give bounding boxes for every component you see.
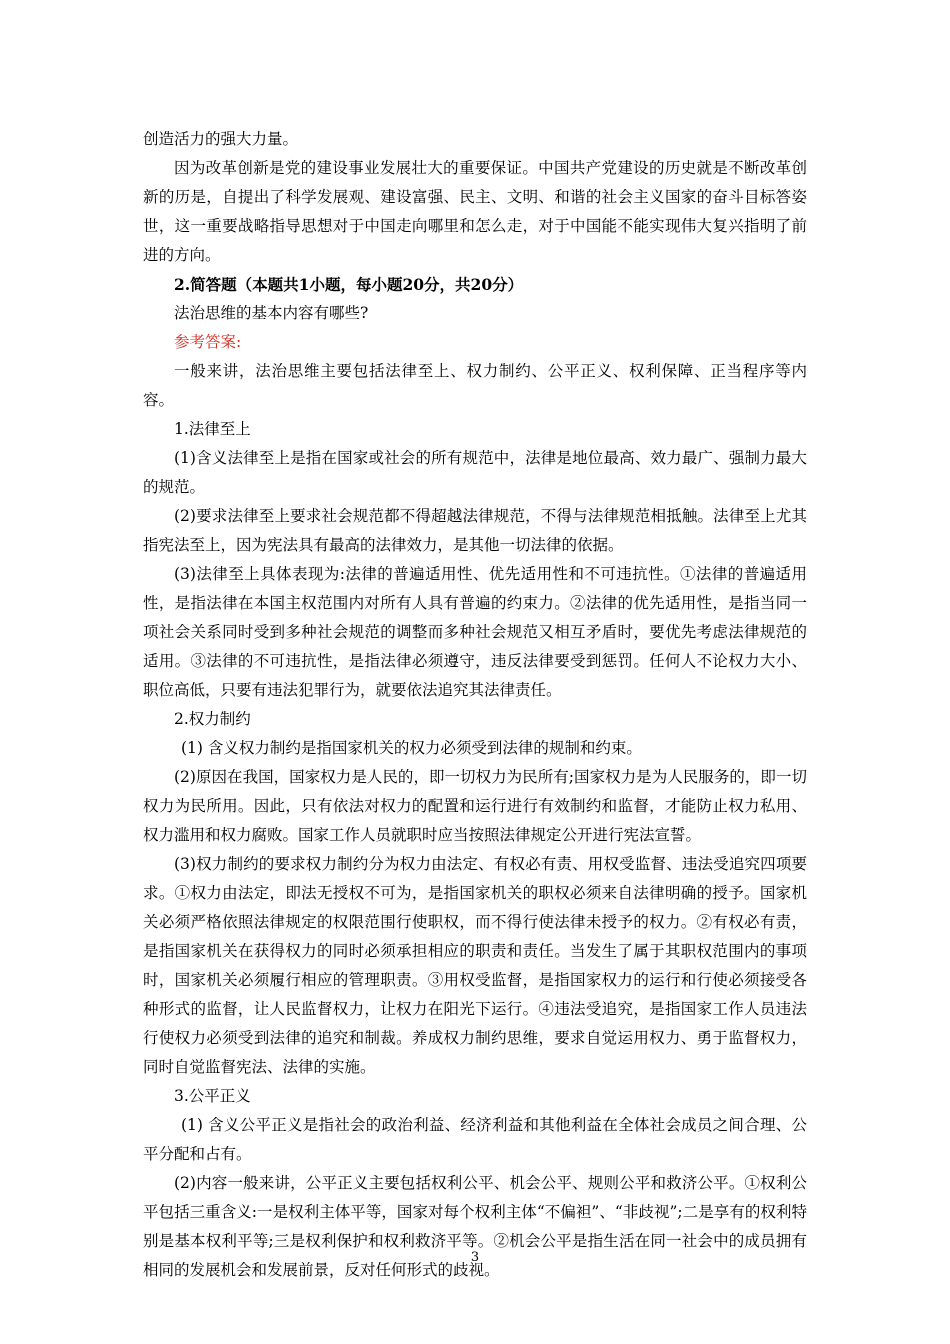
- page-number: 3: [470, 1250, 480, 1265]
- paragraph: 因为改革创新是党的建设事业发展壮大的重要保证。中国共产党建设的历史就是不断改革创新的历是，自提出了科学发展观、建设富强、民主、文明、和谐的社会主义国家的奋斗目标答姿世，这一重要战略指导思想对于中国走向哪里和怎么走，对于中国能不能实现伟大复兴指明了前进的方向。: [143, 159, 807, 264]
- paragraph: 一般来讲，法治思维主要包括法律至上、权力制约、公平正义、权利保障、正当程序等内容。: [143, 362, 807, 409]
- answer-label: 参考答案:: [174, 333, 242, 351]
- subheading: 1.法律至上: [174, 420, 251, 438]
- paragraph: (2)内容一般来讲，公平正义主要包括权利公平、机会公平、规则公平和救济公平。①权利公平包括三重含义:一是权利主体平等，国家对每个权利主体“不偏袒”、“非歧视”;二是享有的权利特别是基本权利平等;三是权利保护和权利救济平等。②机会公平是指生活在同一社会中的成员拥有相同的发展机会和发展前景，反对任何形式的歧视。: [143, 1174, 807, 1279]
- section-heading: 2.简答题（本题共1小题，每小题20分，共20分）: [174, 275, 524, 294]
- paragraph: (3)法律至上具体表现为:法律的普遍适用性、优先适用性和不可违抗性。①法律的普遍适用性，是指法律在本国主权范围内对所有人具有普遍的约束力。②法律的优先适用性，是指当同一项社会关系同时受到多种社会规范的调整而多种社会规范又相互矛盾时，要优先考虑法律规范的适用。③法律的不可违抗性，是指法律必须遵守，违反法律要受到惩罚。任何人不论权力大小、职位高低，只要有违法犯罪行为，就要依法追究其法律责任。: [143, 565, 807, 699]
- subheading: 2.权力制约: [174, 710, 251, 728]
- document-body: [143, 125, 807, 1285]
- paragraph: (1)含义法律至上是指在国家或社会的所有规范中，法律是地位最高、效力最广、强制力最大的规范。: [143, 449, 807, 496]
- paragraph: 创造活力的强大力量。: [143, 130, 299, 148]
- subheading: 3.公平正义: [174, 1087, 251, 1105]
- paragraph: (1) 含义权力制约是指国家机关的权力必须受到法律的规制和约束。: [181, 739, 642, 757]
- paragraph: (2)要求法律至上要求社会规范都不得超越法律规范，不得与法律规范相抵触。法律至上尤其指宪法至上，因为宪法具有最高的法律效力，是其他一切法律的依据。: [143, 507, 807, 554]
- paragraph: (3)权力制约的要求权力制约分为权力由法定、有权必有责、用权受监督、违法受追究四项要求。①权力由法定，即法无授权不可为，是指国家机关的职权必须来自法律明确的授予。国家机关必须严格依照法律规定的权限范围行使职权，而不得行使法律未授予的权力。②有权必有责，是指国家机关在获得权力的同时必须承担相应的职责和责任。当发生了属于其职权范围内的事项时，国家机关必须履行相应的管理职责。③用权受监督，是指国家权力的运行和行使必须接受各种形式的监督，让人民监督权力，让权力在阳光下运行。④违法受追究，是指国家工作人员违法行使权力必须受到法律的追究和制裁。养成权力制约思维，要求自觉运用权力、勇于监督权力，同时自觉监督宪法、法律的实施。: [143, 855, 807, 1076]
- paragraph: (2)原因在我国，国家权力是人民的，即一切权力为民所有;国家权力是为人民服务的，即一切权力为民所用。因此，只有依法对权力的配置和运行进行有效制约和监督，才能防止权力私用、权力滥用和权力腐败。国家工作人员就职时应当按照法律规定公开进行宪法宣誓。: [143, 768, 807, 844]
- question-text: 法治思维的基本内容有哪些?: [174, 304, 369, 322]
- paragraph: (1) 含义公平正义是指社会的政治利益、经济利益和其他利益在全体社会成员之间合理、公平分配和占有。: [143, 1116, 807, 1163]
